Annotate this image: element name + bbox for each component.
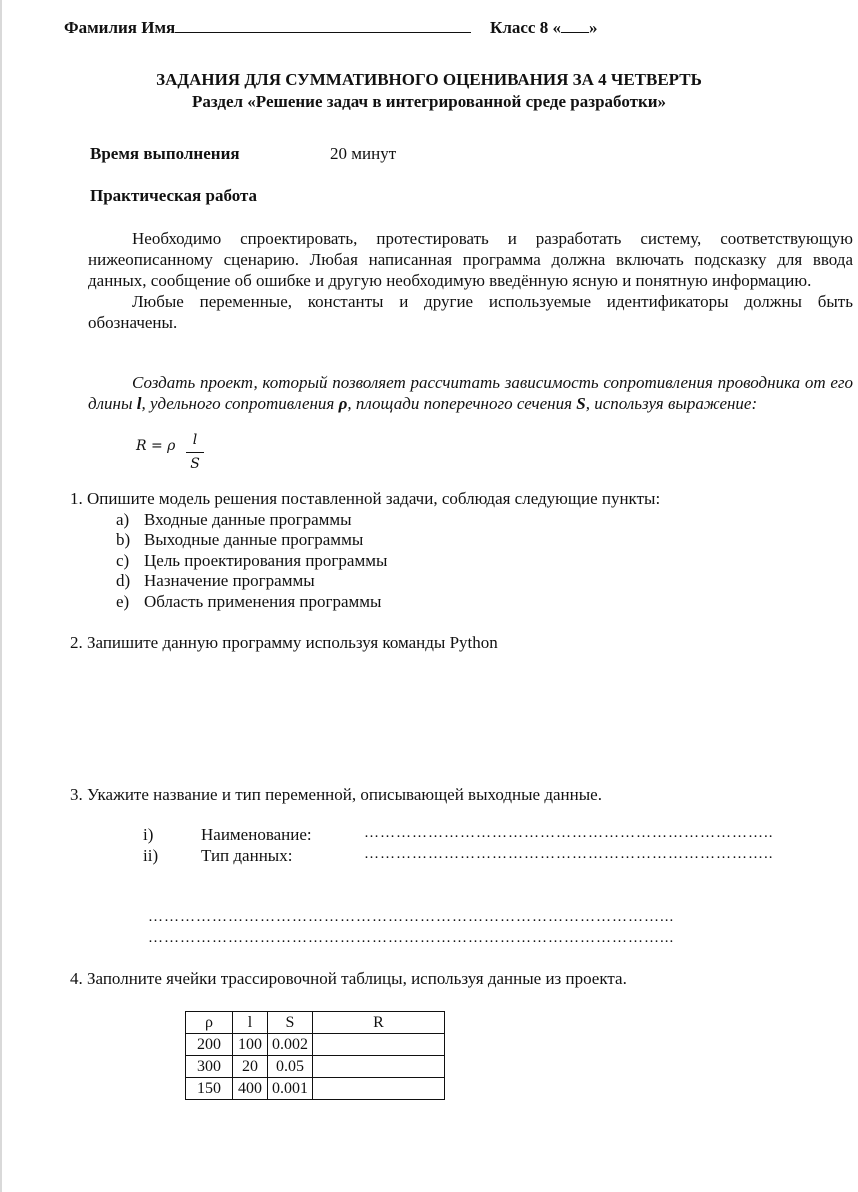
cell-r[interactable]	[313, 1056, 445, 1078]
q1-text: 1. Опишите модель решения поставленной задачи, соблюдая следующие пункты:	[70, 489, 661, 508]
name-label: Фамилия Имя	[64, 18, 176, 37]
cell-r[interactable]	[313, 1078, 445, 1100]
formula	[136, 432, 200, 472]
trace-table	[185, 1011, 445, 1100]
formula-fraction-bar	[186, 452, 204, 453]
intro-paragraph-2: Любые переменные, константы и другие используемые идентификаторы должны быть обозначены.	[88, 292, 853, 332]
time-value: 20 минут	[330, 144, 397, 163]
q1-item-b: b) Выходные данные программы	[116, 530, 364, 549]
cell-rho: 150	[186, 1078, 233, 1100]
task-text-b: , удельного сопротивления	[141, 394, 339, 413]
task-sym-s: S	[576, 394, 586, 413]
trace-header-row	[186, 1012, 445, 1034]
cell-s: 0.002	[268, 1034, 313, 1056]
task-text-c: , площади поперечного сечения	[347, 394, 577, 413]
cell-l: 400	[233, 1078, 268, 1100]
intro-paragraph-1: Необходимо спроектировать, протестировать и разработать систему, соответствующую нижеописанному сценарию. Любая написанная программа должна включать подсказку для ввода данных, сообщение об ошибке и другую необходимую введённую ясную и понятную информацию.	[88, 229, 853, 290]
cell-r[interactable]	[313, 1034, 445, 1056]
formula-lhs: R = ρ	[136, 438, 176, 454]
title-line2: Раздел «Решение задач в интегрированной среде разработки»	[191, 92, 667, 111]
formula-denominator: S	[190, 456, 200, 472]
q1-item-e: e) Область применения программы	[116, 592, 382, 611]
task-sym-l: l	[136, 394, 142, 413]
task-sym-rho: ρ	[338, 394, 348, 413]
class-label: Класс 8 «	[490, 18, 561, 37]
task-text-d: , используя выражение:	[585, 394, 758, 413]
task-paragraph	[88, 372, 853, 414]
cell-rho: 300	[186, 1056, 233, 1078]
q3-type-answer-line[interactable]: …………………………………………………………………..	[364, 846, 774, 862]
q1-item-a: a) Входные данные программы	[116, 510, 352, 529]
formula-numerator: l	[192, 432, 198, 448]
q2-text: 2. Запишите данную программу используя команды Python	[70, 633, 498, 652]
cell-s: 0.05	[268, 1056, 313, 1078]
page-edge	[0, 0, 2, 1192]
cell-rho: 200	[186, 1034, 233, 1056]
task-block	[88, 372, 853, 414]
q1-item-c: c) Цель проектирования программы	[116, 551, 388, 570]
cell-s: 0.001	[268, 1078, 313, 1100]
header-rho: ρ	[186, 1012, 233, 1034]
practical-heading: Практическая работа	[90, 186, 258, 205]
intro-block	[88, 228, 853, 333]
q4-text: 4. Заполните ячейки трассировочной таблицы, используя данные из проекта.	[70, 969, 627, 988]
table-row	[186, 1078, 445, 1100]
class-close: »	[588, 18, 598, 37]
cell-l: 100	[233, 1034, 268, 1056]
q3-item-ii: ii) Тип данных:	[143, 846, 293, 865]
cell-l: 20	[233, 1056, 268, 1078]
class-blank[interactable]	[561, 18, 589, 33]
q3-text: 3. Укажите название и тип переменной, описывающей выходные данные.	[70, 785, 602, 804]
task-text-a: Создать проект, который позволяет рассчитать зависимость сопротивления проводника от его длины	[88, 373, 853, 413]
answer-line-1[interactable]: ……………………………………………………………………………………...	[148, 909, 675, 925]
class-line	[490, 18, 597, 38]
q3-item-i: i) Наименование:	[143, 825, 312, 844]
name-line	[64, 18, 471, 38]
header-s: S	[268, 1012, 313, 1034]
q3-name-answer-line[interactable]: …………………………………………………………………..	[364, 825, 774, 841]
header-l: l	[233, 1012, 268, 1034]
answer-line-2[interactable]: ……………………………………………………………………………………...	[148, 930, 675, 946]
time-label: Время выполнения	[90, 144, 240, 163]
table-row	[186, 1056, 445, 1078]
q1-item-d: d) Назначение программы	[116, 571, 315, 590]
header-r: R	[313, 1012, 445, 1034]
title-line1: ЗАДАНИЯ ДЛЯ СУММАТИВНОГО ОЦЕНИВАНИЯ ЗА 4 ЧЕТВЕРТЬ	[156, 70, 702, 89]
name-blank[interactable]	[175, 18, 471, 33]
table-row	[186, 1034, 445, 1056]
